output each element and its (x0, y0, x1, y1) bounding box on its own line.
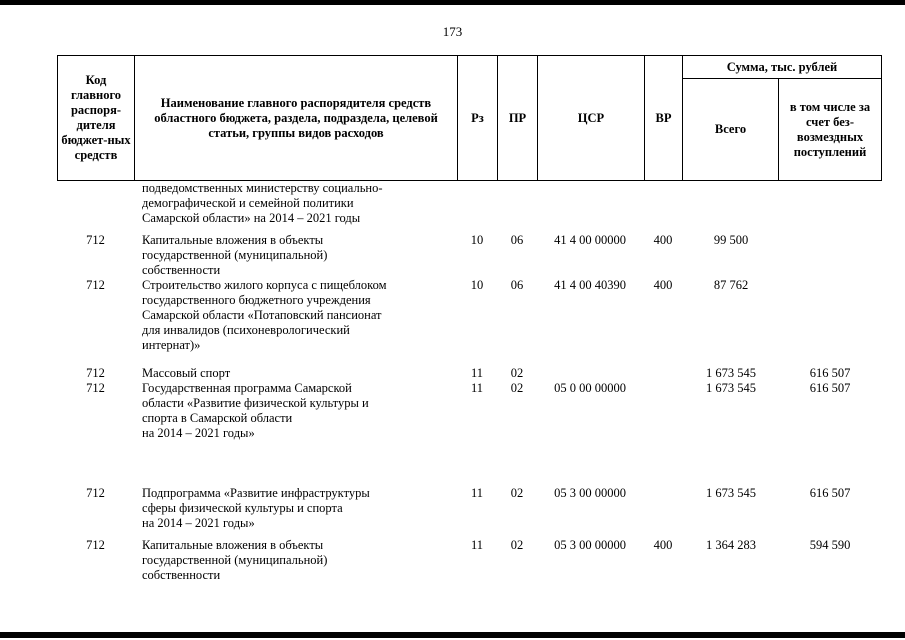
header-name: Наименование главного распорядителя средств областного бюджета, раздела, подраздела, целевой статьи, группы видов расходов (135, 56, 458, 181)
row-name: Строительство жилого корпуса с пищеблоком государственного бюджетного учреждения Самарской области «Потаповский пансионат для инвалидов (психоневрологический интернат)» (142, 278, 387, 352)
row-total: 87 762 (713, 278, 749, 292)
row-name: Капитальные вложения в объекты государственной (муниципальной) собственности (142, 233, 328, 277)
row-name: подведомственных министерству социально- демографической и семейной политики Самарской области» на 2014 – 2021 годы (142, 181, 383, 225)
page-number: 173 (442, 24, 463, 39)
row-total: 1 673 545 (706, 366, 756, 380)
row-pr: 02 (510, 538, 524, 552)
row-total: 99 500 (713, 233, 749, 247)
row-csr: 05 3 00 00000 (554, 486, 626, 500)
table-row (57, 381, 881, 486)
top-rule (0, 0, 905, 5)
row-code: 712 (86, 278, 105, 292)
row-rz: 11 (470, 486, 484, 500)
row-vr: 400 (653, 233, 673, 247)
row-free: 616 507 (809, 366, 851, 380)
row-pr: 02 (510, 381, 524, 395)
table-row (57, 486, 881, 538)
row-free: 616 507 (809, 381, 851, 395)
header-pr: ПР (498, 56, 538, 181)
row-rz: 11 (470, 381, 484, 395)
row-total: 1 673 545 (706, 486, 756, 500)
row-vr: 400 (653, 538, 673, 552)
row-rz: 10 (470, 278, 484, 292)
header-vr: ВР (645, 56, 683, 181)
table-row (57, 538, 881, 583)
row-rz: 11 (470, 366, 484, 380)
row-code: 712 (86, 538, 105, 552)
header-sum: Сумма, тыс. рублей (683, 56, 882, 79)
row-code: 712 (86, 486, 105, 500)
row-name: Массовый спорт (142, 366, 231, 380)
row-pr: 06 (510, 233, 524, 247)
row-name: Капитальные вложения в объекты государственной (муниципальной) собственности (142, 538, 328, 582)
table-row (57, 366, 881, 381)
row-code: 712 (86, 366, 105, 380)
row-name: Государственная программа Самарской области «Развитие физической культуры и спорта в Самарской области на 2014 – 2021 годы» (142, 381, 369, 440)
row-free: 616 507 (809, 486, 851, 500)
bottom-rule (0, 632, 905, 638)
table-row (57, 233, 881, 278)
header-free: в том числе за счет без-возмездных поступлений (779, 79, 882, 181)
table-body (57, 181, 881, 583)
table-row (57, 278, 881, 366)
row-code: 712 (86, 233, 105, 247)
row-pr: 06 (510, 278, 524, 292)
row-pr: 02 (510, 366, 524, 380)
row-csr: 41 4 00 40390 (554, 278, 626, 292)
row-free: 594 590 (809, 538, 851, 552)
header-csr: ЦСР (538, 56, 645, 181)
row-vr: 400 (653, 278, 673, 292)
header-total: Всего (683, 79, 779, 181)
row-name: Подпрограмма «Развитие инфраструктуры сферы физической культуры и спорта на 2014 – 2021 годы» (142, 486, 370, 530)
row-rz: 11 (470, 538, 484, 552)
table-row (57, 181, 881, 233)
row-csr: 05 3 00 00000 (554, 538, 626, 552)
row-csr: 41 4 00 00000 (554, 233, 626, 247)
header-code: Код главного распоря-дителя бюджет-ных средств (58, 56, 135, 181)
row-code: 712 (86, 381, 105, 395)
row-pr: 02 (510, 486, 524, 500)
header-rz: Рз (458, 56, 498, 181)
row-rz: 10 (470, 233, 484, 247)
row-csr: 05 0 00 00000 (554, 381, 626, 395)
row-total: 1 673 545 (706, 381, 756, 395)
row-total: 1 364 283 (706, 538, 756, 552)
table-header (57, 55, 882, 181)
